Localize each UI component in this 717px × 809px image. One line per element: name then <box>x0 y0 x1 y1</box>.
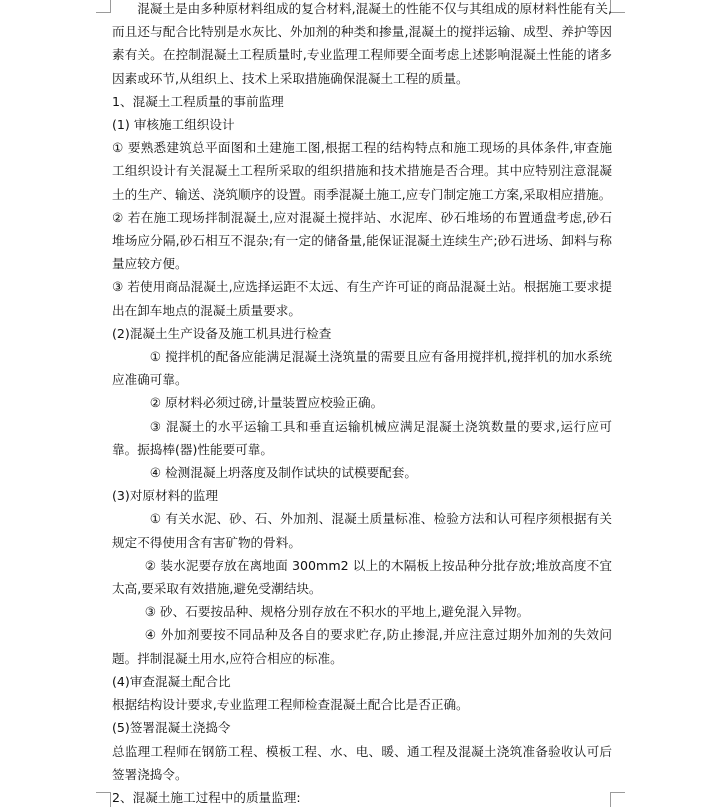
paragraph: ② 原材料必须过磅,计量装置应校验正确。 <box>149 395 384 411</box>
paragraph: ① 要熟悉建筑总平面图和土建施工图,根据工程的结构特点和施工现场的具体条件,审查施工组织设计有关混凝土工程所采取的组织措施和技术措施是否合理。其中应特别注意混凝土的生产、输送、浇筑顺序的设置。雨季混凝土施工,应专门制定施工方案,采取相应措施。 <box>112 140 612 202</box>
paragraph: 根据结构设计要求,专业监理工程师检查混凝土配合比是否正确。 <box>112 697 469 713</box>
crop-mark-bottom-left <box>96 792 111 807</box>
paragraph: ③ 混凝土的水平运输工具和垂直运输机械应满足混凝土浇筑数量的要求,运行应可靠。振捣棒(器)性能要可靠。 <box>112 418 612 457</box>
intro-paragraph: 混凝土是由多种原材料组成的复合材料,混凝土的性能不仅与其组成的原材料性能有关,而且还与配合比特别是水灰比、外加剂的种类和掺量,混凝土的搅拌运输、成型、养护等因素有关。在控制混凝土工程质量时,专业监理工程师要全面考虑上述影响混凝土性能的诸多因素或环节,从组织上、技术上采取措施确保混凝土工程的质量。 <box>112 1 612 86</box>
subsection-heading: (5)签署混凝土浇捣令 <box>112 720 231 736</box>
crop-mark-top-right <box>610 0 625 13</box>
paragraph: ③ 砂、石要按品种、规格分别存放在不积水的平地上,避免混入异物。 <box>144 604 530 620</box>
crop-mark-top-left <box>96 0 111 13</box>
subsection-heading: (1) 审核施工组织设计 <box>112 117 235 133</box>
paragraph: ④ 外加剂要按不同品种及各自的要求贮存,防止掺混,并应注意过期外加剂的失效问题。拌制混凝土用水,应符合相应的标准。 <box>112 627 612 666</box>
paragraph: 总监理工程师在钢筋工程、模板工程、水、电、暖、通工程及混凝土浇筑准备验收认可后签署浇捣令。 <box>112 743 612 782</box>
section-heading: 1、混凝土工程质量的事前监理 <box>112 93 284 109</box>
subsection-heading: (3)对原材料的监理 <box>112 488 218 504</box>
section-heading: 2、混凝土施工过程中的质量监理: <box>112 789 301 805</box>
paragraph: ④ 检测混凝上坍落度及制作试块的试模要配套。 <box>149 465 417 481</box>
document-body <box>112 0 612 809</box>
paragraph: ① 搅拌机的配备应能满足混凝土浇筑量的需要且应有备用搅拌机,搅拌机的加水系统应准确可靠。 <box>112 349 612 388</box>
paragraph: ① 有关水泥、砂、石、外加剂、混凝土质量标准、检验方法和认可程序须根据有关规定不得使用含有害矿物的骨料。 <box>112 511 612 550</box>
paragraph: ② 装水泥要存放在离地面 300mm2 以上的木隔板上按品种分批存放;堆放高度不宜太高,要采取有效措施,避免受潮结块。 <box>112 557 612 597</box>
subsection-heading: (4)审查混凝土配合比 <box>112 673 231 689</box>
subsection-heading: (2)混凝土生产设备及施工机具进行检查 <box>112 325 332 341</box>
paragraph: ③ 若使用商品混凝土,应选择运距不太远、有生产许可证的商品混凝土站。根据施工要求提出在卸车地点的混凝土质量要求。 <box>112 279 612 318</box>
paragraph: ② 若在施工现场拌制混凝土,应对混凝土搅拌站、水泥库、砂石堆场的布置通盘考虑,砂石堆场应分隔,砂石相互不混杂;有一定的储备量,能保证混凝土连续生产;砂石进场、卸料与称量应较方便。 <box>112 209 612 272</box>
crop-mark-bottom-right <box>610 792 625 807</box>
